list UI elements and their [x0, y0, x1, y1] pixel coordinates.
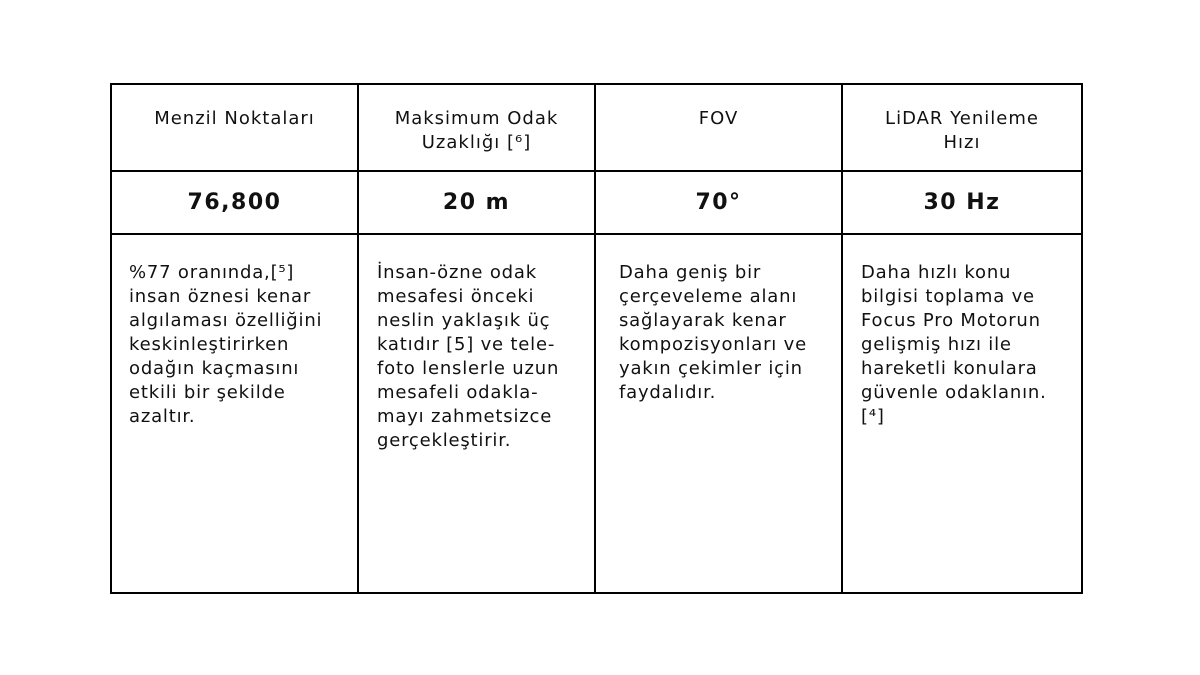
value-lidar-refresh-rate: 30 Hz: [842, 171, 1082, 233]
description-line: algılaması özelliğini: [129, 309, 323, 331]
description-line: yakın çekimler için: [619, 357, 803, 379]
header-text: Menzil Noktaları: [154, 108, 315, 129]
description-line: kompozisyonları ve: [619, 333, 807, 355]
description-line: katıdır [5] ve tele-: [377, 333, 556, 355]
value-row: [111, 171, 1082, 233]
description-line: odağın kaçmasını: [129, 357, 300, 379]
description-line: sağlayarak kenar: [619, 309, 787, 331]
header-row: [111, 84, 1082, 171]
description-line: Daha hızlı konu: [861, 261, 1012, 283]
description-line: gelişmiş hızı ile: [861, 333, 1012, 355]
description-line: çerçeveleme alanı: [619, 285, 798, 307]
value-range-points: 76,800: [111, 171, 358, 233]
description-line: faydalıdır.: [619, 381, 717, 403]
description-max-focus-distance: [358, 234, 595, 593]
description-line: foto lenslerle uzun: [377, 357, 560, 379]
description-line: keskinleştirirken: [129, 333, 290, 355]
header-text: Uzaklığı [⁶]: [421, 132, 532, 153]
specs-table: [110, 83, 1083, 594]
description-range-points: [111, 234, 358, 593]
description-lidar-refresh-rate: [842, 234, 1082, 593]
header-text: FOV: [698, 108, 739, 129]
description-line: Focus Pro Motorun: [861, 309, 1041, 331]
header-cell-fov: [595, 84, 842, 171]
header-text: LiDAR Yenileme: [885, 108, 1039, 129]
description-line: hareketli konulara: [861, 357, 1038, 379]
description-line: İnsan-özne odak: [377, 261, 537, 283]
description-line: bilgisi toplama ve: [861, 285, 1035, 307]
header-text: Maksimum Odak: [394, 108, 559, 129]
description-line: %77 oranında,[⁵]: [129, 261, 295, 283]
description-row: [111, 234, 1082, 593]
description-line: gerçekleştirir.: [377, 429, 512, 451]
description-line: mesafesi önceki: [377, 285, 535, 307]
description-line: Daha geniş bir: [619, 261, 762, 283]
header-text: Hızı: [943, 132, 981, 153]
description-line: azaltır.: [129, 405, 196, 427]
description-line: neslin yaklaşık üç: [377, 309, 551, 331]
description-line: güvenle odaklanın.: [861, 381, 1047, 403]
description-line: mesafeli odakla-: [377, 381, 539, 403]
header-cell-max-focus-distance: [358, 84, 595, 171]
description-line: insan öznesi kenar: [129, 285, 312, 307]
header-cell-range-points: [111, 84, 358, 171]
value-fov: 70°: [595, 171, 842, 233]
description-line: etkili bir şekilde: [129, 381, 286, 403]
header-cell-lidar-refresh-rate: [842, 84, 1082, 171]
value-max-focus-distance: 20 m: [358, 171, 595, 233]
description-line: [⁴]: [861, 405, 885, 427]
description-line: mayı zahmetsizce: [377, 405, 553, 427]
description-fov: [595, 234, 842, 593]
